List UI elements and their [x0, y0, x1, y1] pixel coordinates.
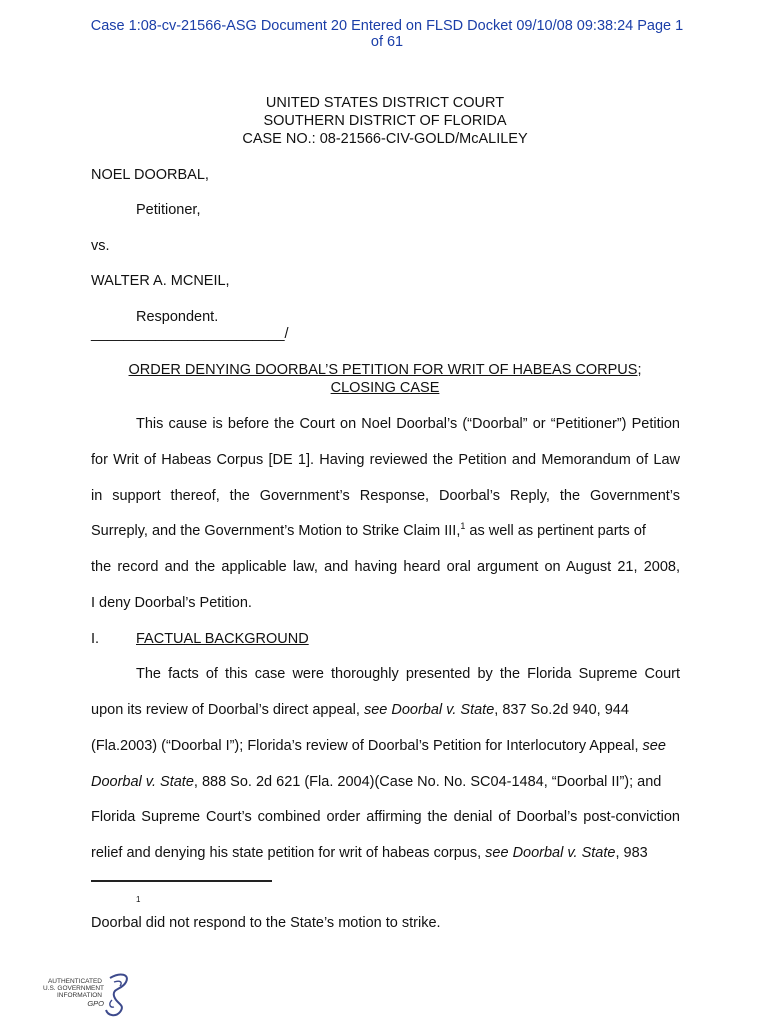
docket-header-line2: of 61 [370, 34, 404, 50]
case-citation: see Doorbal v. State [485, 845, 616, 861]
paragraph-line [91, 701, 680, 719]
logo-line4: GPO [87, 999, 104, 1008]
eagle-icon [106, 975, 127, 1016]
paragraph-line: in support thereof, the Government’s Response, Doorbal’s Reply, the Government’s [91, 488, 680, 504]
footnote-rule [91, 880, 272, 882]
paragraph-text: (Fla.2003) (“Doorbal I”); Florida’s review of Doorbal’s Petition for Interlocutory Appeal, [91, 738, 643, 754]
case-citation: see Doorbal v. State [363, 702, 495, 718]
paragraph-line: the record and the applicable law, and having heard oral argument on August 21, 2008, [91, 559, 680, 575]
footnote-reference[interactable]: 1 [460, 521, 466, 531]
petitioner-role: Petitioner, [136, 202, 201, 218]
paragraph-line [91, 522, 646, 540]
paragraph-line [91, 773, 661, 791]
versus-label: vs. [91, 238, 110, 254]
logo-line3: INFORMATION [56, 992, 102, 999]
respondent-role: Respondent. [136, 309, 219, 325]
section-title: FACTUAL BACKGROUND [136, 631, 309, 647]
paragraph-line [91, 737, 666, 755]
caption-separator: ________________________/ [91, 326, 289, 342]
paragraph-text: as well as pertinent parts of [465, 523, 646, 539]
paragraph-line: Florida Supreme Court’s combined order affirming the denial of Doorbal’s post-conviction [91, 809, 680, 825]
footnote-text: Doorbal did not respond to the State’s motion to strike. [91, 915, 441, 931]
signal-word: see [642, 738, 666, 754]
docket-header-line1: Case 1:08-cv-21566-ASG Document 20 Entered on FLSD Docket 09/10/08 09:38:24 Page 1 [90, 18, 684, 34]
paragraph-line: I deny Doorbal’s Petition. [91, 595, 252, 611]
paragraph-text: Surreply, and the Government’s Motion to Strike Claim III, [91, 523, 461, 539]
footnote-marker: 1 [136, 895, 141, 904]
paragraph-text: , 888 So. 2d 621 (Fla. 2004)(Case No. No. SC04-1484, “Doorbal II”); and [193, 774, 662, 790]
docket-header [0, 18, 770, 50]
paragraph-text: , 837 So.2d 940, 944 [494, 702, 629, 718]
court-name: UNITED STATES DISTRICT COURT [265, 95, 505, 111]
logo-line1: AUTHENTICATED [47, 978, 102, 985]
paragraph-line: The facts of this case were thoroughly presented by the Florida Supreme Court [136, 666, 680, 682]
paragraph-line: for Writ of Habeas Corpus [DE 1]. Having reviewed the Petition and Memorandum of Law [91, 452, 680, 468]
paragraph-text: upon its review of Doorbal’s direct appeal, [91, 702, 364, 718]
logo-line2: U.S. GOVERNMENT [42, 985, 104, 992]
paragraph-line [91, 844, 648, 862]
petitioner-name: NOEL DOORBAL, [91, 167, 209, 183]
case-number: CASE NO.: 08-21566-CIV-GOLD/McALILEY [242, 131, 528, 147]
gpo-authentication-logo [40, 970, 135, 1020]
section-number: I. [91, 631, 100, 647]
paragraph-line: This cause is before the Court on Noel Doorbal’s (“Doorbal” or “Petitioner”) Petition [136, 416, 680, 432]
order-title-line2: CLOSING CASE [330, 380, 440, 396]
paragraph-text: relief and denying his state petition for writ of habeas corpus, [91, 845, 486, 861]
paragraph-text: , 983 [615, 845, 648, 861]
case-citation: Doorbal v. State [91, 774, 194, 790]
respondent-name: WALTER A. MCNEIL, [91, 273, 230, 289]
court-district: SOUTHERN DISTRICT OF FLORIDA [263, 113, 507, 129]
order-title-line1: ORDER DENYING DOORBAL’S PETITION FOR WRIT OF HABEAS CORPUS; [128, 362, 642, 378]
